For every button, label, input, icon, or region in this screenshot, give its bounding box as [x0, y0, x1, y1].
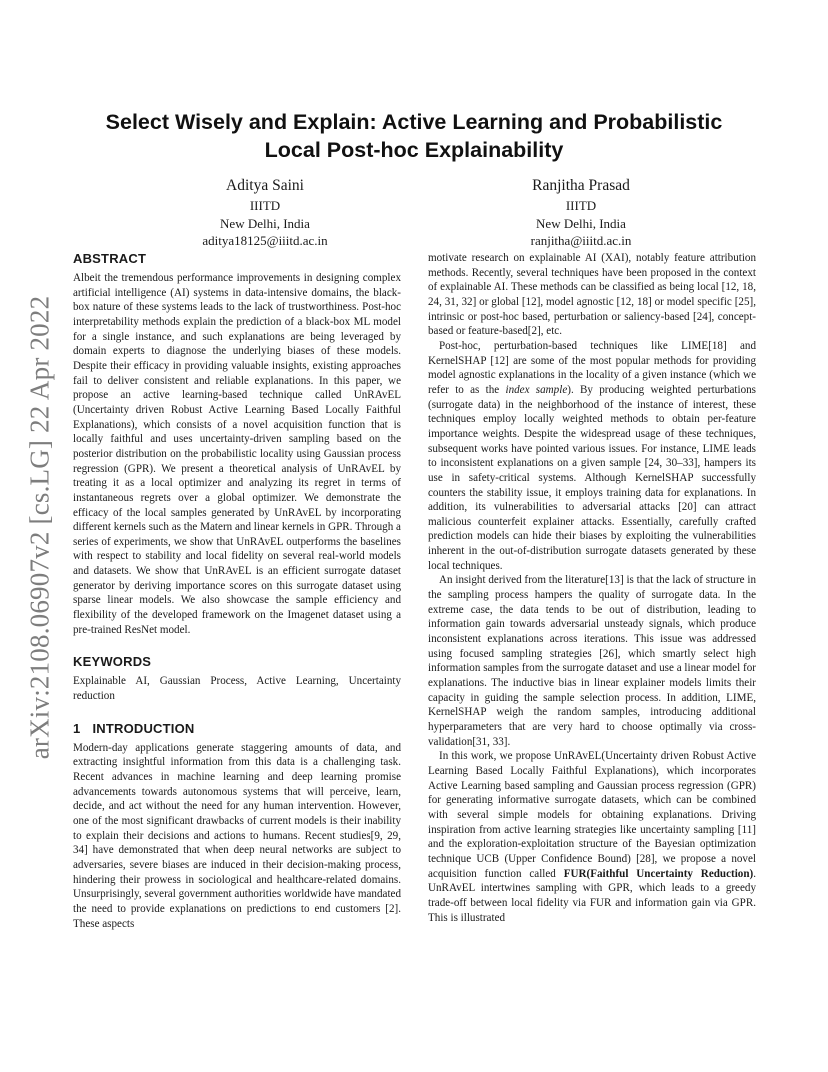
author-affiliation: IIITD: [249, 198, 281, 213]
abstract-text: Albeit the tremendous performance improvements in designing complex artificial intelligence (AI) systems in data-intensive domains, the black-box nature of these systems leads to the lack of trustworthiness. Post-hoc interpretability methods explain the prediction of a black-box ML model for a single instance, and such explanations are being leveraged by domain experts to diagnose the underlying biases of these models. Despite their efficacy in providing valuable insights, existing approaches fail to deliver consistent and reliable explanations. In this paper, we propose an active learning-based technique called UnRAvEL (Uncertainty driven Robust Active Learning Based Locally Faithful Explanations), which consists of a novel acquisition function that is locally faithful and uses uncertainty-driven sampling based on the posterior distribution on the probabilistic locality using Gaussian process regression (GPR). We present a theoretical analysis of UnRAvEL by treating it as a local optimizer and analyzing its regret in terms of instantaneous regrets over a global optimizer. We demonstrate the efficacy of the local samples generated by UnRAvEL by incorporating different kernels such as the Matern and linear kernels in GPR. Through a series of experiments, we show that UnRAvEL outperforms the baselines with respect to stability and local fidelity on several real-world models and datasets. We show that UnRAvEL is an efficient surrogate dataset generator by deriving importance scores on this surrogate dataset using sparse linear models. We also showcase the sample efficiency and flexibility of the developed framework on the Imagenet dataset using a pre-trained ResNet model.: [73, 272, 401, 636]
paper-title-line-1: Select Wisely and Explain: Active Learning and Probabilistic: [105, 110, 723, 134]
arxiv-identifier-stamp: [22, 292, 58, 762]
emphasized-term: index sample: [505, 383, 568, 396]
author-email: ranjitha@iiitd.ac.in: [530, 233, 632, 248]
author-block-1: [140, 176, 390, 250]
body-paragraph-3: An insight derived from the literature[13] is that the lack of structure in the sampling process hampers the quality of surrogate data. In the extreme case, the data tends to be out of distribution, leading to information gain towards adversarial unsteady signals, which produce inconsistent explanations across iterations. This issue was addressed using focused sampling strategies [26], which smartly select high information samples from the surrogate dataset and use a linear model for explanations. The inductive bias in linear explainer models limits their capacity in guiding the sample selection process. In addition, LIME, KernelSHAP weigh the random samples, introducing additional hyperparameters that are very hard to choose optimally via cross-validation[31, 33].: [428, 574, 756, 748]
section-number: 1: [73, 720, 81, 736]
author-block-2: [456, 176, 706, 250]
paper-title-line-2: Local Post-hoc Explainability: [264, 138, 564, 162]
introduction-paragraph: Modern-day applications generate staggering amounts of data, and extracting insightful information from this data is a challenging task. Recent advances in machine learning and deep learning promise advancements towards autonomous systems that will perceive, learn, decide, and act without the need for any human intervention. However, one of the most significant drawbacks of current models is their inability to explain their decisions and actions to humans. Recent studies[9, 29, 34] have demonstrated that when deep neural networks are subject to adversaries, severe biases are induced in their decision-making process, hindering their prowess in sociological and healthcare-related domains. Unsurprisingly, several government authorities worldwide have mandated the need to provide explanations on predictions to end customers [2]. These aspects: [73, 741, 401, 930]
abstract-heading: ABSTRACT: [73, 251, 147, 266]
author-affiliation: IIITD: [565, 198, 597, 213]
section-title: INTRODUCTION: [92, 720, 195, 736]
left-column: [73, 251, 401, 931]
keywords-text: Explainable AI, Gaussian Process, Active Learning, Uncertainty reduction: [73, 675, 401, 703]
paper-title: [74, 108, 754, 164]
author-name: Aditya Saini: [226, 177, 304, 194]
paragraph-text: Post-hoc, perturbation-based techniques like LIME[18] and KernelSHAP [12] are some of the most popular methods for providing model agnostic explanations in the locality of a given instance (which we refer to as the: [428, 339, 756, 396]
paragraph-text: In this work, we propose UnRAvEL(Uncertainty driven Robust Active Learning Based Locally Faithful Explanations), which incorporates Active Learning based sampling and Gaussian process regression (GPR) for generating informative surrogate datasets, which can be combined with several simple models for obtaining explanations. Driving inspiration from active learning strategies like uncertainty sampling [11] and the exploration-exploitation structure of the Bayesian optimization technique UCB (Upper Confidence Bound) [28], we propose a novel acquisition function called: [428, 750, 756, 880]
bold-term: FUR(Faithful Uncertainty Reduction): [563, 867, 754, 880]
arxiv-identifier-text: arXiv:2108.06907v2 [cs.LG] 22 Apr 2022: [24, 295, 55, 759]
author-name: Ranjitha Prasad: [532, 177, 630, 194]
author-location: New Delhi, India: [220, 215, 310, 231]
paragraph-text: ). By producing weighted perturbations (surrogate data) in the neighborhood of the instance of interest, these techniques employ locally weighted methods to obtain per-feature importance weights. Despite the widespread usage of these techniques, subsequent works have pointed various issues. For instance, LIME leads to inconsistent explanations on a given sample [24, 30–33], hampers its use in safety-critical systems. Although KernelSHAP successfully counters the stability issue, it employs training data for explanations. In addition, its vulnerabilities to adversarial attacks [20] can attract malicious counterfeit explainer attacks. Essentially, carefully crafted prediction models can hide their biases by exploiting the vulnerabilities inherent in the out-of-distribution surrogate datasets generated by these local techniques.: [428, 383, 756, 572]
author-email: aditya18125@iiitd.ac.in: [202, 233, 328, 248]
paragraph-text: . UnRAvEL intertwines sampling with GPR, which leads to a greedy trade-off between local fidelity via FUR and information gain via GPR. This is illustrated: [428, 867, 756, 924]
body-paragraph-4: [428, 749, 756, 925]
author-location: New Delhi, India: [536, 215, 626, 231]
body-paragraph-1: motivate research on explainable AI (XAI), notably feature attribution methods. Recently, several techniques have been proposed in the context of explainable AI. These methods can be classified as being local [12, 18, 24, 31, 32] or global [12], model agnostic [12, 18] or model specific [25], intrinsic or post-hoc based, perturbation or saliency-based [24], concept-based or feature-based[2], etc.: [428, 252, 756, 338]
body-paragraph-2: [428, 339, 756, 574]
keywords-heading: KEYWORDS: [73, 654, 152, 670]
right-column: [428, 251, 756, 925]
introduction-heading: [73, 721, 401, 736]
